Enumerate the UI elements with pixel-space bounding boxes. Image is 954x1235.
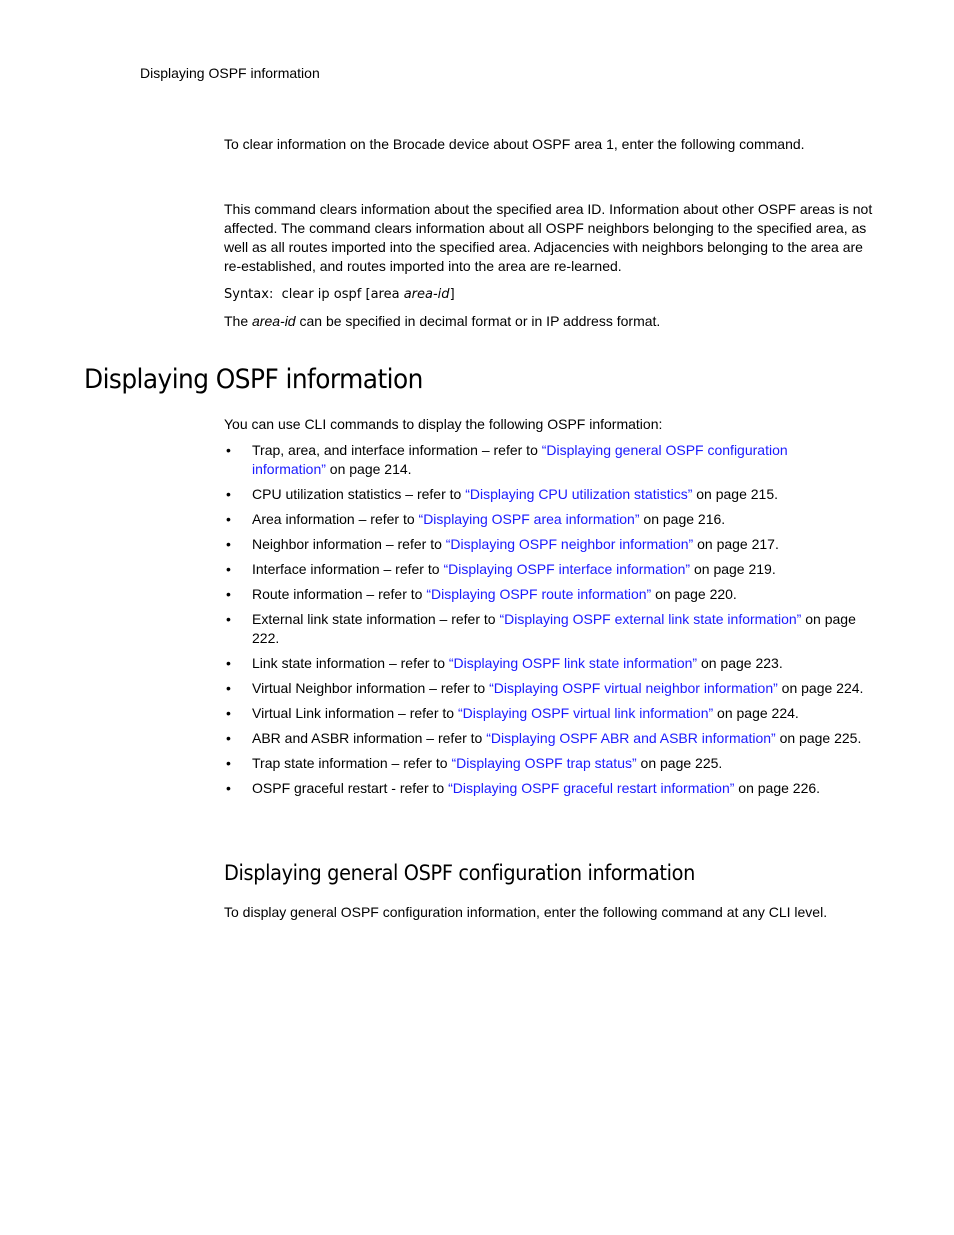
page-reference: on page 225. bbox=[775, 730, 862, 746]
area-id-pre: The bbox=[224, 313, 253, 329]
bullet-icon: • bbox=[226, 442, 231, 458]
bullet-text: ABR and ASBR information – refer to bbox=[252, 730, 487, 746]
syntax-keyword: area bbox=[370, 287, 400, 302]
paragraph-general-config: To display general OSPF configuration information, enter the following command at any CLI level. bbox=[224, 904, 828, 920]
page-reference: on page 219. bbox=[690, 561, 776, 577]
bullet-item bbox=[224, 485, 864, 504]
bullet-item bbox=[224, 560, 864, 579]
cross-reference-link[interactable]: “Displaying OSPF route information” bbox=[426, 586, 652, 602]
bullet-text: Link state information – refer to bbox=[252, 655, 449, 671]
cross-reference-link[interactable]: “Displaying general OSPF configuration information” bbox=[252, 442, 788, 477]
section-heading: Displaying OSPF information bbox=[84, 364, 423, 395]
bullet-icon: • bbox=[226, 586, 231, 602]
intro-paragraph: You can use CLI commands to display the following OSPF information: bbox=[224, 416, 663, 432]
bullet-item bbox=[224, 441, 864, 479]
cross-reference-link[interactable]: “Displaying OSPF virtual neighbor information” bbox=[489, 680, 778, 696]
cross-reference-link[interactable]: “Displaying CPU utilization statistics” bbox=[465, 486, 693, 502]
cross-reference-link[interactable]: “Displaying OSPF virtual link information” bbox=[457, 705, 714, 721]
paragraph-clear-area: To clear information on the Brocade device about OSPF area 1, enter the following command. bbox=[224, 136, 805, 152]
syntax-label: Syntax: bbox=[224, 287, 274, 302]
bullet-item bbox=[224, 779, 864, 798]
page-reference: on page 215. bbox=[692, 486, 779, 502]
bullet-text: Trap, area, and interface information – refer to bbox=[252, 442, 542, 458]
bullet-icon: • bbox=[226, 680, 231, 696]
bullet-item bbox=[224, 754, 864, 773]
bullet-item bbox=[224, 654, 864, 673]
page-reference: on page 217. bbox=[693, 536, 779, 552]
page-reference: on page 225. bbox=[636, 755, 723, 771]
cross-reference-link[interactable]: “Displaying OSPF trap status” bbox=[451, 755, 637, 771]
cross-reference-link[interactable]: “Displaying OSPF area information” bbox=[418, 511, 640, 527]
bullet-icon: • bbox=[226, 705, 231, 721]
bullet-icon: • bbox=[226, 730, 231, 746]
bullet-item bbox=[224, 585, 864, 604]
bullet-text: Area information – refer to bbox=[252, 511, 419, 527]
bullet-text: Interface information – refer to bbox=[252, 561, 444, 577]
bullet-icon: • bbox=[226, 561, 231, 577]
syntax-close-bracket: ] bbox=[449, 287, 455, 302]
running-header: Displaying OSPF information bbox=[140, 65, 320, 81]
cross-reference-link[interactable]: “Displaying OSPF ABR and ASBR information” bbox=[486, 730, 776, 746]
bullet-text: Virtual Neighbor information – refer to bbox=[252, 680, 490, 696]
cross-reference-link[interactable]: “Displaying OSPF graceful restart information” bbox=[448, 780, 735, 796]
syntax-line bbox=[224, 285, 874, 304]
area-id-post: can be specified in decimal format or in IP address format. bbox=[295, 313, 661, 329]
bullet-text: CPU utilization statistics – refer to bbox=[252, 486, 466, 502]
bullet-icon: • bbox=[226, 536, 231, 552]
cross-reference-link[interactable]: “Displaying OSPF link state information” bbox=[448, 655, 698, 671]
bullet-text: External link state information – refer to bbox=[252, 611, 500, 627]
paragraph-area-id bbox=[224, 312, 874, 331]
bullet-text: OSPF graceful restart - refer to bbox=[252, 780, 449, 796]
cross-reference-link[interactable]: “Displaying OSPF neighbor information” bbox=[445, 536, 694, 552]
bullet-text: Trap state information – refer to bbox=[252, 755, 452, 771]
bullet-item bbox=[224, 729, 864, 748]
syntax-command: clear ip ospf bbox=[281, 287, 362, 302]
bullet-text: Route information – refer to bbox=[252, 586, 427, 602]
bullet-icon: • bbox=[226, 511, 231, 527]
area-id-param: area-id bbox=[252, 313, 296, 329]
page-reference: on page 224. bbox=[713, 705, 799, 721]
bullet-item bbox=[224, 704, 864, 723]
bullet-item bbox=[224, 610, 864, 648]
cross-reference-link[interactable]: “Displaying OSPF external link state information” bbox=[499, 611, 802, 627]
paragraph-clears-info: This command clears information about the specified area ID. Information about other OSPF areas is not affected. The command clears information about all OSPF neighbors belonging to the specified area, as well as all routes imported into the specified area. Adjacencies with neighbors belonging to the area are re-established, and routes imported into the area are re-learned. bbox=[224, 201, 873, 274]
bullet-icon: • bbox=[226, 655, 231, 671]
bullet-text: Neighbor information – refer to bbox=[252, 536, 446, 552]
page-reference: on page 216. bbox=[639, 511, 726, 527]
bullet-icon: • bbox=[226, 755, 231, 771]
page-reference: on page 214. bbox=[325, 461, 412, 477]
page-reference: on page 220. bbox=[651, 586, 737, 602]
syntax-param: area-id bbox=[403, 287, 450, 302]
syntax-open-bracket: [ bbox=[361, 287, 371, 302]
page-reference: on page 222. bbox=[252, 611, 856, 646]
bullet-text: Virtual Link information – refer to bbox=[252, 705, 458, 721]
bullet-icon: • bbox=[226, 780, 231, 796]
info-bullet-list bbox=[224, 441, 864, 804]
bullet-item bbox=[224, 510, 864, 529]
page-reference: on page 226. bbox=[734, 780, 821, 796]
bullet-item bbox=[224, 679, 864, 698]
subsection-heading: Displaying general OSPF configuration information bbox=[224, 861, 695, 885]
bullet-icon: • bbox=[226, 486, 231, 502]
cross-reference-link[interactable]: “Displaying OSPF interface information” bbox=[443, 561, 691, 577]
bullet-item bbox=[224, 535, 864, 554]
page-reference: on page 223. bbox=[697, 655, 783, 671]
page-reference: on page 224. bbox=[777, 680, 864, 696]
bullet-icon: • bbox=[226, 611, 231, 627]
